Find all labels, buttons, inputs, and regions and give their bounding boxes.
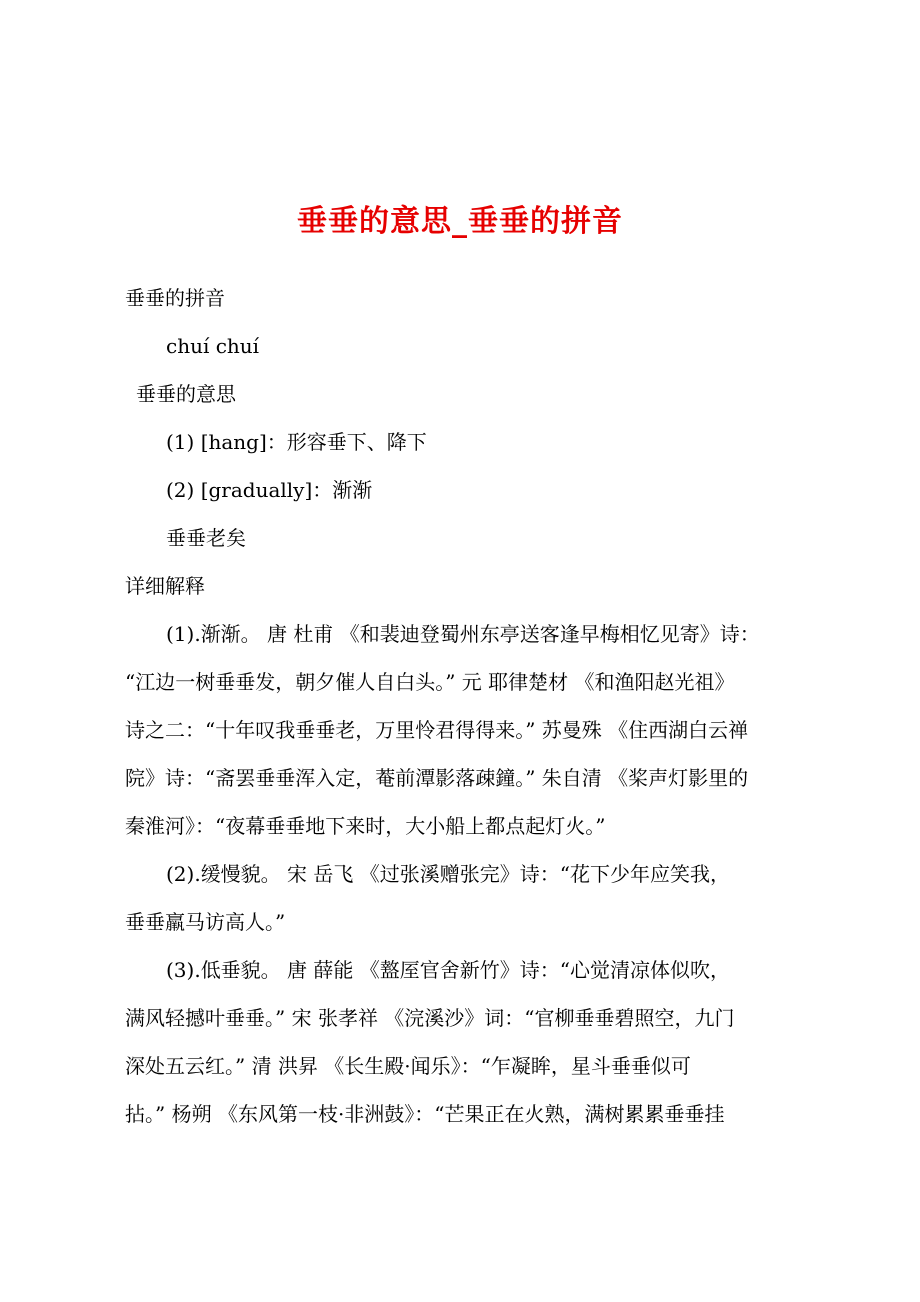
paragraph-1-line: “江边一树垂垂发，朝夕催人自白头。” 元 耶律楚材 《和渔阳赵光祖》 [125, 670, 735, 694]
meaning-heading: 垂垂的意思 [136, 382, 236, 406]
paragraph-1-line: 院》诗：“斋罢垂垂浑入定，菴前潭影落疎鐘。” 朱自清 《桨声灯影里的 [125, 766, 749, 790]
paragraph-1-line: 诗之二：“十年叹我垂垂老，万里怜君得得来。” 苏曼殊 《住西湖白云禅 [125, 718, 749, 742]
paragraph-1-line: 秦淮河》：“夜幕垂垂地下来时，大小船上都点起灯火。” [125, 814, 606, 838]
paragraph-3-line: 深处五云红。” 清 洪昇 《长生殿·闻乐》：“乍凝眸，星斗垂垂似可 [125, 1054, 691, 1078]
paragraph-2-line: 垂垂羸马访高人。” [125, 910, 286, 934]
pinyin-heading: 垂垂的拼音 [125, 286, 225, 310]
meaning-item-1: (1) [hang]：形容垂下、降下 [166, 430, 427, 454]
pinyin-value: chuí chuí [166, 334, 260, 358]
paragraph-3-line: 满风轻撼叶垂垂。” 宋 张孝祥 《浣溪沙》词：“官柳垂垂碧照空，九门 [125, 1006, 735, 1030]
paragraph-1-line: (1).渐渐。 唐 杜甫 《和裴迪登蜀州东亭送客逢早梅相忆见寄》诗： [166, 622, 760, 646]
page-title: 垂垂的意思_垂垂的拼音 [297, 204, 623, 239]
detail-heading: 详细解释 [125, 574, 205, 598]
paragraph-2-line: (2).缓慢貌。 宋 岳飞 《过张溪赠张完》诗：“花下少年应笑我， [166, 862, 730, 886]
paragraph-3-line: 拈。” 杨朔 《东风第一枝·非洲鼓》：“芒果正在火熟，满树累累垂垂挂 [125, 1102, 725, 1126]
meaning-item-2: (2) [gradually]：渐渐 [166, 478, 373, 502]
example-phrase: 垂垂老矣 [166, 526, 246, 550]
paragraph-3-line: (3).低垂貌。 唐 薛能 《盩厔官舍新竹》诗：“心觉清凉体似吹， [166, 958, 730, 982]
